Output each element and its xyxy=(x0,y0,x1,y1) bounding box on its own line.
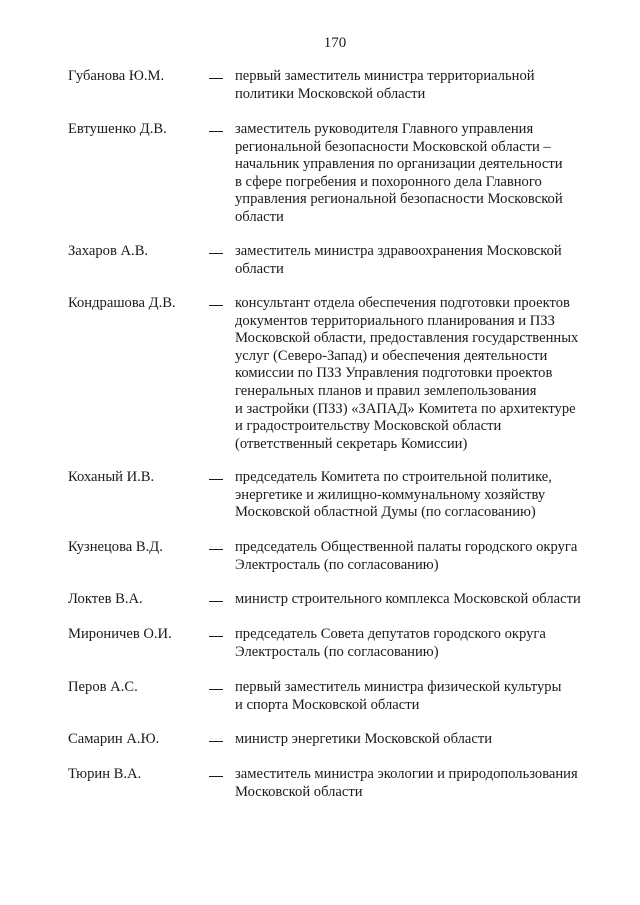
position-line: Московской областной Думы (по согласованию) xyxy=(235,504,536,521)
position-line: энергетике и жилищно-коммунальному хозяйству xyxy=(235,486,546,503)
position-line: услуг (Северо-Запад) и обеспечения деятельности xyxy=(235,347,548,364)
member-name: Кузнецова В.Д. xyxy=(68,539,163,555)
dash-separator xyxy=(209,741,223,742)
member-position xyxy=(235,243,615,278)
member-name: Локтев В.А. xyxy=(68,591,143,607)
member-name: Тюрин В.А. xyxy=(68,766,142,782)
member-position xyxy=(235,591,615,609)
position-line: документов территориального планирования и ПЗЗ xyxy=(235,312,555,329)
member-position xyxy=(235,68,615,103)
dash-separator xyxy=(209,305,223,306)
dash-separator xyxy=(209,601,223,602)
member-name: Коханый И.В. xyxy=(68,469,155,485)
page-number: 170 xyxy=(323,35,347,51)
member-position xyxy=(235,731,615,749)
dash-separator xyxy=(209,549,223,550)
dash-separator xyxy=(209,689,223,690)
position-line: заместитель министра здравоохранения Московской xyxy=(235,243,562,259)
member-name: Евтушенко Д.В. xyxy=(68,121,167,137)
position-line: области xyxy=(235,208,284,225)
position-line: первый заместитель министра территориальной xyxy=(235,68,535,84)
member-position xyxy=(235,766,615,801)
position-line: области xyxy=(235,260,284,277)
position-line: Электросталь (по согласованию) xyxy=(235,643,439,660)
dash-separator xyxy=(209,131,223,132)
position-line: председатель Совета депутатов городского округа xyxy=(235,626,546,642)
position-line: первый заместитель министра физической культуры xyxy=(235,679,562,695)
member-name: Мироничев О.И. xyxy=(68,626,172,642)
member-name: Самарин А.Ю. xyxy=(68,731,160,747)
position-line: управления региональной безопасности Московской xyxy=(235,191,563,208)
position-line: и застройки (ПЗЗ) «ЗАПАД» Комитета по архитектуре xyxy=(235,400,576,417)
member-name: Перов А.С. xyxy=(68,679,138,695)
position-line: председатель Общественной палаты городского округа xyxy=(235,539,578,555)
position-line: и градостроительству Московской области xyxy=(235,418,502,435)
position-line: министр энергетики Московской области xyxy=(235,731,493,747)
member-position xyxy=(235,121,615,227)
position-line: заместитель руководителя Главного управления xyxy=(235,121,534,137)
position-line: начальник управления по организации деятельности xyxy=(235,156,563,173)
dash-separator xyxy=(209,78,223,79)
position-line: консультант отдела обеспечения подготовки проектов xyxy=(235,295,570,311)
member-position xyxy=(235,679,615,714)
dash-separator xyxy=(209,636,223,637)
position-line: региональной безопасности Московской области – xyxy=(235,138,551,155)
member-name: Кондрашова Д.В. xyxy=(68,295,176,311)
member-position xyxy=(235,626,615,661)
position-line: Электросталь (по согласованию) xyxy=(235,556,439,573)
dash-separator xyxy=(209,479,223,480)
position-line: председатель Комитета по строительной политике, xyxy=(235,469,552,485)
member-name: Захаров А.В. xyxy=(68,243,149,259)
position-line: в сфере погребения и похоронного дела Главного xyxy=(235,173,542,190)
position-line: министр строительного комплекса Московской области xyxy=(235,591,581,607)
member-name: Губанова Ю.М. xyxy=(68,68,165,84)
member-position xyxy=(235,539,615,574)
position-line: политики Московской области xyxy=(235,85,426,102)
position-line: Московской области xyxy=(235,783,363,800)
member-position xyxy=(235,469,615,522)
position-line: (ответственный секретарь Комиссии) xyxy=(235,435,468,452)
member-position xyxy=(235,295,615,453)
position-line: и спорта Московской области xyxy=(235,696,420,713)
position-line: генеральных планов и правил землепользования xyxy=(235,382,537,399)
dash-separator xyxy=(209,776,223,777)
position-line: Московской области, предоставления государственных xyxy=(235,330,579,347)
position-line: заместитель министра экологии и природопользования xyxy=(235,766,578,782)
position-line: комиссии по ПЗЗ Управления подготовки проектов xyxy=(235,365,553,382)
dash-separator xyxy=(209,253,223,254)
